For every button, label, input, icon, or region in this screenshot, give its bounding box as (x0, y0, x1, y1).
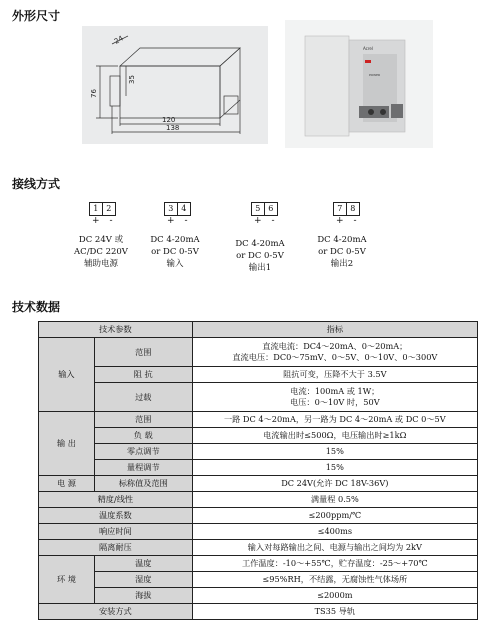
row-label: 响应时间 (39, 524, 193, 540)
terminal-desc-power (62, 234, 140, 270)
terminal-pin: 5 (255, 204, 261, 213)
row-label: 零点调节 (94, 444, 192, 460)
terminal-pin: 8 (346, 203, 359, 215)
dim-label-76: 76 (90, 89, 98, 98)
table-row (39, 444, 478, 460)
row-label: 温度 (94, 556, 192, 572)
table-row (39, 428, 478, 444)
table-row (39, 508, 478, 524)
terminal-block (164, 202, 191, 216)
polarity-signs (92, 216, 123, 226)
terminal-desc-line: AC/DC 220V (74, 247, 128, 257)
value-line: 直流电压：DC0～75mV、0～5V、0～10V、0～300V (232, 352, 438, 362)
table-row (39, 383, 478, 412)
terminal-desc-line: or DC 0-5V (151, 247, 199, 257)
terminal-block (333, 202, 360, 216)
row-value: 15% (192, 444, 477, 460)
terminal-pin: 3 (168, 204, 174, 213)
header-value: 指标 (192, 322, 477, 338)
header-param: 技术参数 (39, 322, 193, 338)
row-label: 标称值及范围 (94, 476, 192, 492)
terminal-block (89, 202, 116, 216)
row-value: 输入对每路输出之间、电源与输出之间均为 2kV (192, 540, 477, 556)
brand-label: Acrel (363, 46, 373, 51)
dim-label-35: 35 (128, 75, 136, 84)
dimension-drawing (82, 26, 268, 144)
row-value: ≤2000m (192, 588, 477, 604)
row-label: 量程调节 (94, 460, 192, 476)
dimension-drawing-svg (82, 26, 268, 144)
terminal-group-output2 (326, 202, 367, 226)
polarity-sign: - (184, 216, 198, 226)
row-value: DC 24V(允许 DC 18V-36V) (192, 476, 477, 492)
row-label: 温度系数 (39, 508, 193, 524)
spec-table (38, 321, 478, 620)
terminal-desc-line: DC 4-20mA (150, 235, 200, 245)
terminal-desc-line: or DC 0-5V (318, 247, 366, 257)
table-row (39, 492, 478, 508)
polarity-sign: + (92, 216, 110, 226)
terminal-desc-line: 辅助电源 (83, 259, 118, 269)
terminal-pin: 7 (337, 204, 343, 213)
polarity-sign: - (109, 216, 123, 226)
row-value: 工作温度：-10～+55℃，贮存温度：-25～+70℃ (192, 556, 477, 572)
terminal-group-output1 (244, 202, 285, 226)
terminal-desc-line: DC 4-20mA (235, 239, 285, 249)
table-row (39, 524, 478, 540)
table-row (39, 540, 478, 556)
row-value: ≤95%RH，不结露，无腐蚀性气体场所 (192, 572, 477, 588)
terminal-desc-line: DC 24V 或 (78, 235, 124, 245)
terminal-pin: 6 (264, 203, 277, 215)
polarity-sign: + (254, 216, 272, 226)
terminal-desc-line: 输出2 (330, 259, 354, 269)
row-label: 过载 (94, 383, 192, 412)
table-row (39, 460, 478, 476)
terminal-desc-line: or DC 0-5V (236, 251, 284, 261)
terminal-desc-line: 输出1 (248, 263, 272, 273)
section-title-dimensions: 外形尺寸 (12, 9, 61, 23)
section-title-specs: 技术数据 (12, 300, 61, 314)
row-label: 精度/线性 (39, 492, 193, 508)
row-label: 负 载 (94, 428, 192, 444)
polarity-sign: - (353, 216, 367, 226)
value-line: 直流电流：DC4～20mA、0～20mA； (262, 341, 408, 351)
row-value: 满量程 0.5% (192, 492, 477, 508)
terminal-desc-output2 (308, 234, 376, 270)
dim-label-120: 120 (162, 116, 176, 124)
row-label: 隔离耐压 (39, 540, 193, 556)
terminal-pin: 1 (93, 204, 99, 213)
row-label: 海拔 (94, 588, 192, 604)
dim-label-24: 24 (113, 34, 125, 46)
terminal-desc-input (141, 234, 209, 270)
section-title-wiring: 接线方式 (12, 177, 61, 191)
terminal-desc-line: DC 4-20mA (317, 235, 367, 245)
value-line: 电压：0～10V 时，50V (290, 397, 380, 407)
terminal-desc-output1 (226, 238, 294, 274)
table-row (39, 367, 478, 383)
table-row (39, 476, 478, 492)
table-row (39, 338, 478, 367)
panel-label: POWER (369, 73, 381, 77)
terminal-group-power (82, 202, 123, 226)
polarity-sign: + (167, 216, 185, 226)
row-label: 湿度 (94, 572, 192, 588)
product-illustration (285, 20, 433, 148)
group-input: 输入 (39, 338, 95, 412)
row-label: 阻 抗 (94, 367, 192, 383)
polarity-signs (254, 216, 285, 226)
row-value: 电流输出时≤500Ω，电压输出时≥1kΩ (192, 428, 477, 444)
value-line: 电流：100mA 或 1W； (290, 386, 380, 396)
product-photo (285, 20, 433, 148)
group-output: 输 出 (39, 412, 95, 476)
terminal-pin: 2 (102, 203, 115, 215)
row-value: ≤200ppm/℃ (192, 508, 477, 524)
row-value (192, 383, 477, 412)
row-label: 安装方式 (39, 604, 193, 620)
row-value: 阻抗可变，压降不大于 3.5V (192, 367, 477, 383)
row-value: TS35 导轨 (192, 604, 477, 620)
row-value: 15% (192, 460, 477, 476)
row-label: 范围 (94, 412, 192, 428)
terminal-pin: 4 (177, 203, 190, 215)
polarity-sign: - (271, 216, 285, 226)
row-value: ≤400ms (192, 524, 477, 540)
terminal-desc-line: 输入 (166, 259, 184, 269)
row-value: 一路 DC 4～20mA，另一路为 DC 4～20mA 或 DC 0～5V (192, 412, 477, 428)
table-header-row (39, 322, 478, 338)
terminal-group-input (157, 202, 198, 226)
dim-label-138: 138 (166, 124, 180, 132)
row-value (192, 338, 477, 367)
group-power: 电 源 (39, 476, 95, 492)
polarity-signs (167, 216, 198, 226)
terminal-block (251, 202, 278, 216)
table-row (39, 588, 478, 604)
polarity-sign: + (336, 216, 354, 226)
row-label: 范围 (94, 338, 192, 367)
polarity-signs (336, 216, 367, 226)
group-environment: 环 境 (39, 556, 95, 604)
table-row (39, 572, 478, 588)
table-row (39, 556, 478, 572)
table-row (39, 604, 478, 620)
table-row (39, 412, 478, 428)
